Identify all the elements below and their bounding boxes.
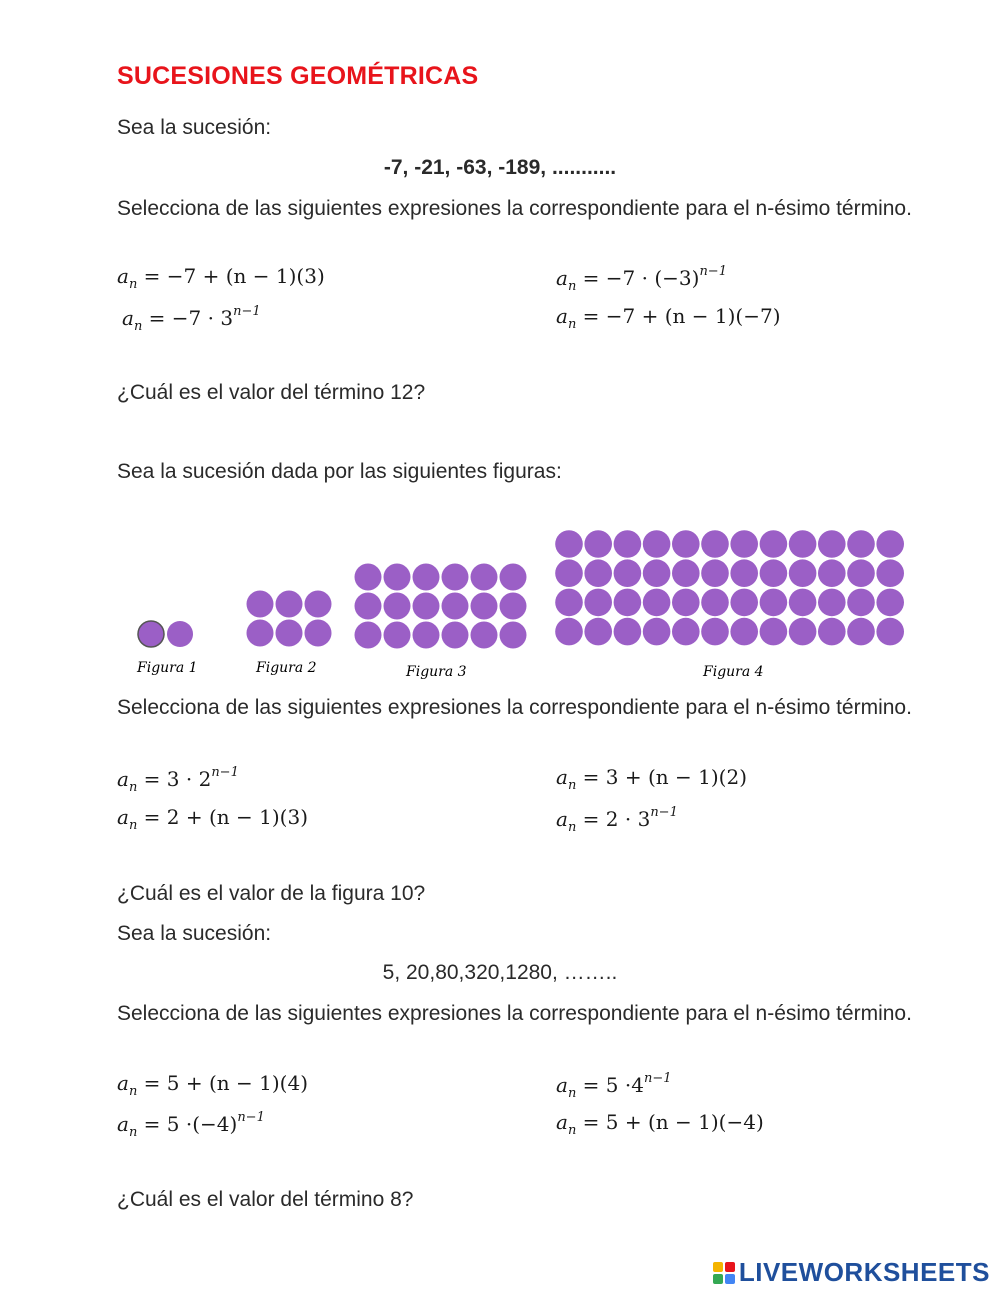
figure-3-circle	[471, 622, 498, 649]
figure-4-circle	[555, 618, 583, 646]
figure-3-circle	[442, 593, 469, 620]
figure-3-label: Figura 3	[406, 664, 467, 680]
figure-4-circle	[701, 618, 729, 646]
figure-4-circle	[672, 618, 700, 646]
figure-3-circle	[355, 593, 382, 620]
figure-4-circle	[584, 618, 612, 646]
s1-option-c[interactable]: $a_n = -7 \cdot 3^{n-1}$	[122, 304, 261, 334]
figure-4-circle	[555, 530, 583, 558]
figure-3-circle	[384, 564, 411, 591]
s2-option-b[interactable]: $a_n = 3 + (n - 1)(2)$	[556, 765, 747, 793]
figure-4-circle	[643, 589, 671, 617]
figure-2-circle	[276, 620, 303, 647]
section1-sequence: -7, -21, -63, -189, ...........	[383, 156, 617, 179]
figure-3-circle	[384, 622, 411, 649]
figure-4-circle	[730, 530, 758, 558]
section2-instruction: Selecciona de las siguientes expresiones la correspondiente para el n-ésimo término.	[117, 696, 912, 719]
figure-2-circle	[276, 591, 303, 618]
figure-3-circle	[500, 593, 527, 620]
s3-option-d[interactable]: $a_n = 5 + (n - 1)(-4)$	[556, 1110, 764, 1138]
s3-option-b[interactable]: $a_n = 5 \cdot 4^{n-1}$	[556, 1071, 672, 1101]
section3-sequence: 5, 20,80,320,1280, ……..	[382, 961, 618, 984]
figure-4-circle	[672, 530, 700, 558]
figure-4-circle	[672, 589, 700, 617]
figure-4-circle	[614, 589, 642, 617]
figure-1-circle	[138, 621, 164, 647]
figure-2-circle	[305, 591, 332, 618]
s1-option-b[interactable]: $a_n = -7 \cdot (-3)^{n-1}$	[556, 264, 727, 294]
section3-intro: Sea la sucesión:	[117, 922, 272, 945]
s2-option-d[interactable]: $a_n = 2 \cdot 3^{n-1}$	[556, 805, 678, 835]
figure-4-circle	[818, 530, 846, 558]
liveworksheets-logo[interactable]	[713, 1257, 990, 1288]
figure-4-circle	[847, 618, 875, 646]
figure-3-circle	[355, 564, 382, 591]
page-title: SUCESIONES GEOMÉTRICAS	[117, 62, 479, 90]
figure-4-circle	[760, 618, 788, 646]
figure-4-circle	[789, 559, 817, 587]
figure-4-circle	[760, 589, 788, 617]
section1-question: ¿Cuál es el valor del término 12?	[117, 381, 426, 404]
figure-4-circle	[643, 559, 671, 587]
figure-4-circle	[643, 618, 671, 646]
figure-2-circle	[305, 620, 332, 647]
figure-4-circle	[584, 530, 612, 558]
figure-4-circle	[614, 530, 642, 558]
s2-option-a[interactable]: $a_n = 3 \cdot 2^{n-1}$	[117, 765, 239, 795]
section3-question: ¿Cuál es el valor del término 8?	[117, 1188, 414, 1211]
figure-4-circle	[876, 559, 904, 587]
figure-4-circle	[643, 530, 671, 558]
figure-3-circle	[413, 622, 440, 649]
figure-4-circle	[701, 589, 729, 617]
figure-4-circle	[760, 530, 788, 558]
figure-3-circle	[471, 593, 498, 620]
figure-4-circle	[614, 618, 642, 646]
figure-4-circle	[672, 559, 700, 587]
figure-4-circle	[789, 530, 817, 558]
s3-option-c[interactable]: $a_n = 5 \cdot(-4)^{n-1}$	[117, 1110, 265, 1140]
section1-intro: Sea la sucesión:	[117, 116, 272, 139]
figure-4-circle	[876, 589, 904, 617]
figure-4-circle	[789, 618, 817, 646]
figure-3-circle	[442, 564, 469, 591]
figure-4-circle	[876, 618, 904, 646]
section1-instruction: Selecciona de las siguientes expresiones la correspondiente para el n-ésimo término.	[117, 197, 912, 220]
section2-intro: Sea la sucesión dada por las siguientes figuras:	[117, 460, 562, 483]
figure-1-label: Figura 1	[137, 660, 198, 676]
figure-2-circle	[247, 620, 274, 647]
figure-4-circle	[730, 618, 758, 646]
figure-3-circle	[384, 593, 411, 620]
figure-4-circle	[818, 589, 846, 617]
figure-3-circle	[500, 622, 527, 649]
logo-text: LIVEWORKSHEETS	[738, 1257, 990, 1287]
figures-illustration	[120, 515, 920, 690]
logo-mark-icon	[713, 1262, 735, 1284]
figure-4-circle	[818, 559, 846, 587]
figure-4-circle	[555, 589, 583, 617]
figure-4-circle	[847, 559, 875, 587]
figure-4-circle	[876, 530, 904, 558]
figure-4-circle	[789, 589, 817, 617]
figure-3-circle	[442, 622, 469, 649]
s2-option-c[interactable]: $a_n = 2 + (n - 1)(3)$	[117, 805, 308, 833]
figure-3-circle	[413, 564, 440, 591]
s3-option-a[interactable]: $a_n = 5 + (n - 1)(4)$	[117, 1071, 308, 1099]
figure-4-circle	[614, 559, 642, 587]
figure-4-circle	[847, 589, 875, 617]
figure-4-circle	[730, 559, 758, 587]
figure-4-circle	[760, 559, 788, 587]
figure-2-label: Figura 2	[256, 660, 317, 676]
figure-4-circle	[818, 618, 846, 646]
figure-4-circle	[701, 530, 729, 558]
figure-4-circle	[730, 589, 758, 617]
figure-4-label: Figura 4	[703, 664, 764, 680]
figure-4-circle	[701, 559, 729, 587]
figure-4-circle	[584, 589, 612, 617]
figure-3-circle	[471, 564, 498, 591]
figure-1-circle	[167, 621, 193, 647]
figure-3-circle	[413, 593, 440, 620]
figure-2-circle	[247, 591, 274, 618]
figure-4-circle	[555, 559, 583, 587]
section3-instruction: Selecciona de las siguientes expresiones la correspondiente para el n-ésimo término.	[117, 1002, 912, 1025]
figure-3-circle	[500, 564, 527, 591]
s1-option-d[interactable]: $a_n = -7 + (n - 1)(-7)$	[556, 304, 781, 332]
figure-4-circle	[847, 530, 875, 558]
section2-question: ¿Cuál es el valor de la figura 10?	[117, 882, 426, 905]
s1-option-a[interactable]: $a_n = -7 + (n - 1)(3)$	[117, 264, 325, 292]
figure-4-circle	[584, 559, 612, 587]
figure-3-circle	[355, 622, 382, 649]
